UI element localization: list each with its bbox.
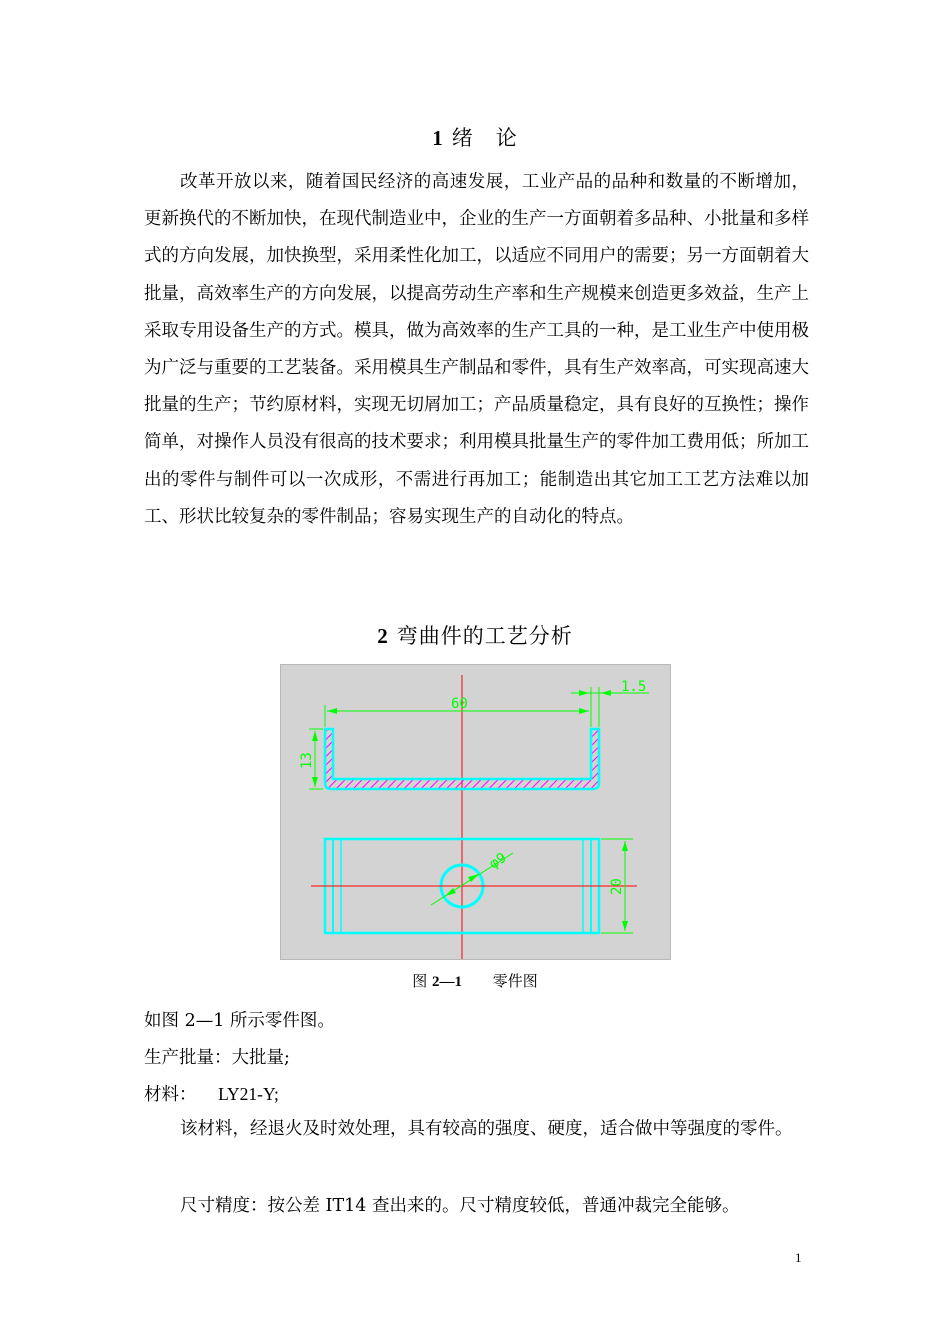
- material-description: 该材料，经退火及时效处理，具有较高的强度、硬度，适合做中等强度的零件。: [180, 1119, 793, 1139]
- material-label: 材料：: [144, 1085, 197, 1105]
- section-2-number: 2: [377, 624, 389, 648]
- dim-label-20: 20: [609, 878, 625, 895]
- dim-label-hole: φ9: [486, 849, 510, 873]
- caption-label: 图: [412, 972, 428, 990]
- section-1-heading: [0, 122, 950, 152]
- section-1-title: 绪 论: [451, 126, 518, 150]
- precision-line: 尺寸精度：按公差 IT14 查出来的。尺寸精度较低，普通冲裁完全能够。: [180, 1196, 740, 1216]
- section-2-heading: [0, 620, 950, 650]
- part-drawing: [281, 665, 670, 959]
- section-1-number: 1: [432, 126, 444, 150]
- top-view: [311, 839, 637, 933]
- section-2-title: 弯曲件的工艺分析: [396, 624, 573, 648]
- figure-reference-line: 如图 2—1 所示零件图。: [144, 1011, 335, 1031]
- section-1-paragraph: 改革开放以来，随着国民经济的高速发展，工业产品的品种和数量的不断增加，更新换代的不断加快，在现代制造业中，企业的生产一方面朝着多品种、小批量和多样式的方向发展，加快换型，采用柔性化加工，以适应不同用户的需要；另一方面朝着大批量，高效率生产的方向发展，以提高劳动生产率和生产规模来创造更多效益，生产上采取专用设备生产的方式。模具，做为高效率的生产工具的一种，是工业生产中使用极为广泛与重要的工艺装备。采用模具生产制品和零件，具有生产效率高，可实现高速大批量的生产；节约原材料，实现无切屑加工；产品质量稳定，具有良好的互换性；操作简单，对操作人员没有很高的技术要求；利用模具批量生产的零件加工费用低；所加工出的零件与制件可以一次成形，不需进行再加工；能制造出其它加工工艺方法难以加工、形状比较复杂的零件制品；容易实现生产的自动化的特点。: [144, 172, 809, 527]
- material-value: LY21-Y;: [218, 1084, 279, 1104]
- part-drawing-figure: [280, 664, 671, 960]
- caption-number: 2—1: [432, 974, 462, 990]
- caption-text: 零件图: [492, 972, 538, 990]
- material-line: [144, 1081, 279, 1106]
- dim-label-1-5: 1.5: [621, 679, 647, 695]
- page-number: 1: [795, 1250, 802, 1265]
- side-view: [299, 679, 649, 789]
- figure-caption: [0, 970, 950, 991]
- batch-line: 生产批量：大批量;: [144, 1048, 290, 1068]
- dim-label-13: 13: [299, 752, 315, 769]
- dim-label-60: 60: [451, 696, 468, 712]
